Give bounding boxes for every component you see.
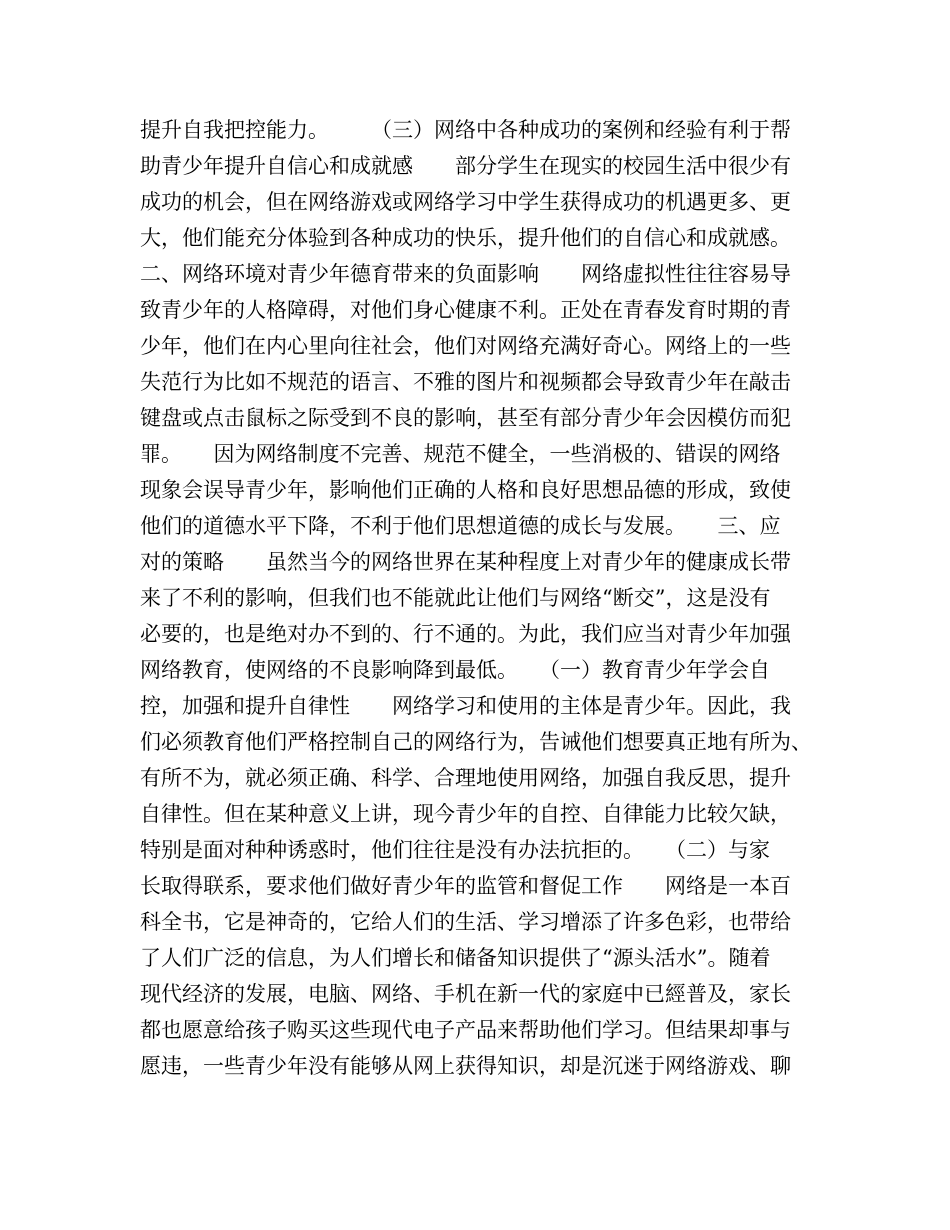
text-line: 了人们广泛的信息，为人们增长和储备知识提供了“源头活水”。随着 <box>140 946 771 970</box>
text-line: 现代经济的发展，电脑、网络、手机在新一代的家庭中已經普及，家长 <box>140 982 791 1006</box>
text-line: 提升自我把控能力。 （三）网络中各种成功的案例和经验有利于帮 <box>140 118 791 142</box>
text-line: 来了不利的影响，但我们也不能就此让他们与网络“断交”，这是没有 <box>140 586 771 610</box>
text-line: 罪。 因为网络制度不完善、规范不健全，一些消极的、错误的网络 <box>140 442 781 466</box>
text-line: 他们的道德水平下降，不利于他们思想道德的成长与发展。 三、应 <box>140 514 781 538</box>
text-line: 二、网络环境对青少年德育带来的负面影响 网络虚拟性往往容易导 <box>140 262 791 286</box>
text-line: 对的策略 虽然当今的网络世界在某种程度上对青少年的健康成长带 <box>140 550 791 574</box>
text-line: 致青少年的人格障碍，对他们身心健康不利。正处在青春发育时期的青 <box>140 298 791 322</box>
text-line: 必要的，也是绝对办不到的、行不通的。为此，我们应当对青少年加强 <box>140 622 791 646</box>
text-line: 成功的机会，但在网络游戏或网络学习中学生获得成功的机遇更多、更 <box>140 190 791 214</box>
text-line: 键盘或点击鼠标之际受到不良的影响，甚至有部分青少年会因模仿而犯 <box>140 406 791 430</box>
text-line: 们必须教育他们严格控制自己的网络行为，告诫他们想要真正地有所为、 <box>140 730 812 754</box>
text-line: 愿违，一些青少年没有能够从网上获得知识，却是沉迷于网络游戏、聊 <box>140 1054 791 1078</box>
text-line: 现象会误导青少年，影响他们正确的人格和良好思想品德的形成，致使 <box>140 478 791 502</box>
text-line: 网络教育，使网络的不良影响降到最低。 （一）教育青少年学会自 <box>140 658 770 682</box>
text-line: 控，加强和提升自律性 网络学习和使用的主体是青少年。因此，我 <box>140 694 791 718</box>
text-line: 大，他们能充分体验到各种成功的快乐，提升他们的自信心和成就感。 <box>140 226 791 250</box>
text-line: 少年，他们在内心里向往社会，他们对网络充满好奇心。网络上的一些 <box>140 334 791 358</box>
text-line: 自律性。但在某种意义上讲，现今青少年的自控、自律能力比较欠缺， <box>140 802 791 826</box>
body-text <box>140 112 830 1084</box>
text-line: 都也愿意给孩子购买这些现代电子产品来帮助他们学习。但结果却事与 <box>140 1018 791 1042</box>
text-line: 有所不为，就必须正确、科学、合理地使用网络，加强自我反思，提升 <box>140 766 791 790</box>
text-line: 科全书，它是神奇的，它给人们的生活、学习增添了许多色彩，也带给 <box>140 910 791 934</box>
text-line: 特别是面对种种诱惑时，他们往往是没有办法抗拒的。 （二）与家 <box>140 838 770 862</box>
text-line: 失范行为比如不规范的语言、不雅的图片和视频都会导致青少年在敲击 <box>140 370 791 394</box>
text-line: 长取得联系，要求他们做好青少年的监管和督促工作 网络是一本百 <box>140 874 791 898</box>
text-line: 助青少年提升自信心和成就感 部分学生在现实的校园生活中很少有 <box>140 154 791 178</box>
